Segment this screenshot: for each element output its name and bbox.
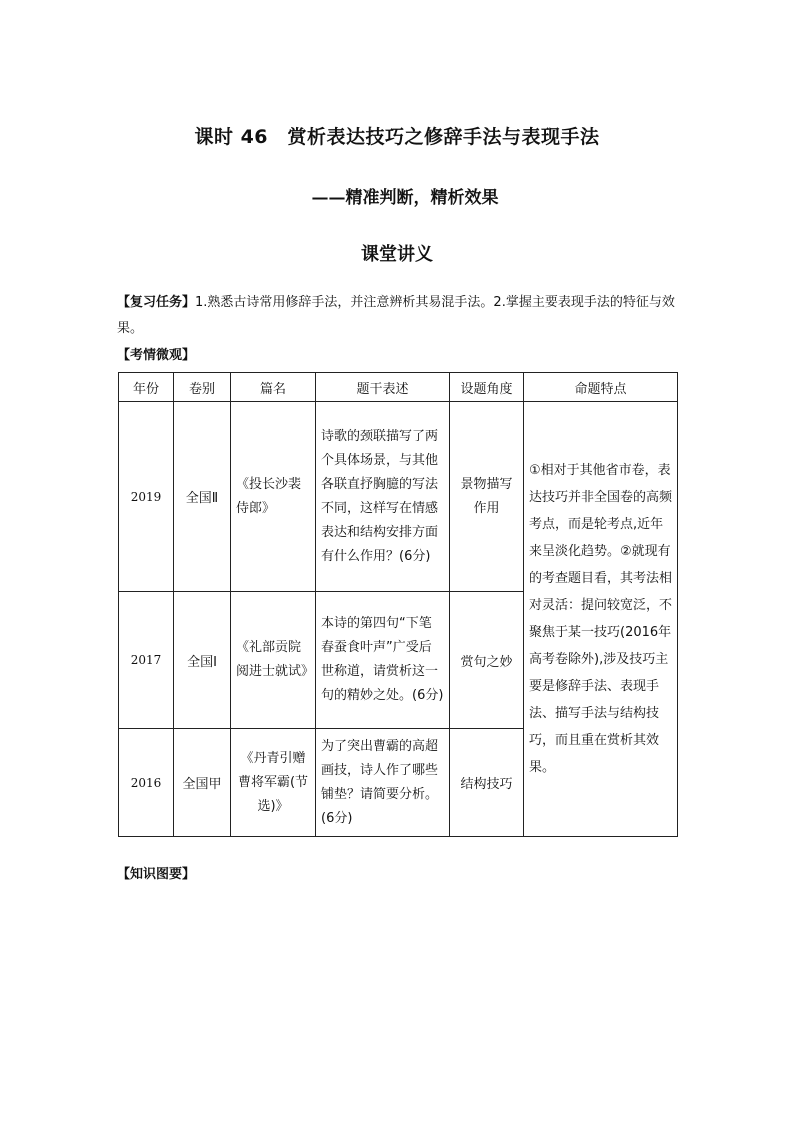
review-task: [117, 290, 687, 342]
page-title: 课时 46 赏析表达技巧之修辞手法与表现手法: [194, 126, 600, 148]
header-paper: 卷别: [174, 373, 231, 402]
header-question: 题干表述: [316, 373, 450, 402]
feature-cell: ①相对于其他省市卷，表达技巧并非全国卷的高频考点，而是轮考点,近年来呈淡化趋势。②就现有的考查题目看，其考法相对灵活：提问较宽泛，不聚焦于某一技巧(2016年高考卷除外),涉及技巧主要是修辞手法、表现手法、描写手法与结构技巧，而且重在赏析其效果。: [524, 402, 678, 837]
row-paper: 全国Ⅱ: [174, 402, 231, 592]
header-feature: 命题特点: [524, 373, 678, 402]
table-header-row: [119, 373, 678, 402]
table-row: [119, 402, 678, 592]
page-subtitle: ——精准判断，精析效果: [311, 188, 499, 208]
row-paper: 全国甲: [174, 729, 231, 837]
row-year: 2019: [119, 402, 174, 592]
section-heading: 课堂讲义: [361, 244, 433, 265]
row-question: 诗歌的颈联描写了两个具体场景，与其他各联直抒胸臆的写法不同，这样写在情感表达和结构安排方面有什么作用？(6分): [316, 402, 450, 592]
review-task-tag: 【复习任务】: [117, 295, 196, 310]
row-title: 《投长沙裴侍郎》: [231, 402, 316, 592]
header-angle: 设题角度: [450, 373, 524, 402]
row-angle: 景物描写作用: [450, 402, 524, 592]
row-year: 2016: [119, 729, 174, 837]
row-title: 《丹青引赠曹将军霸(节选)》: [231, 729, 316, 837]
row-title: 《礼部贡院阅进士就试》: [231, 592, 316, 729]
exam-table: [118, 372, 678, 837]
row-paper: 全国Ⅰ: [174, 592, 231, 729]
row-question: 为了突出曹霸的高超画技，诗人作了哪些铺垫？请简要分析。(6分): [316, 729, 450, 837]
header-year: 年份: [119, 373, 174, 402]
exam-overview-label: 【考情微观】: [117, 348, 196, 363]
row-year: 2017: [119, 592, 174, 729]
row-angle: 赏句之妙: [450, 592, 524, 729]
review-task-text: 1.熟悉古诗常用修辞手法，并注意辨析其易混手法。2.掌握主要表现手法的特征与效果。: [117, 295, 675, 336]
row-question: 本诗的第四句“下笔春蚕食叶声”广受后世称道，请赏析这一句的精妙之处。(6分): [316, 592, 450, 729]
knowledge-map-label: 【知识图要】: [117, 867, 196, 882]
row-angle: 结构技巧: [450, 729, 524, 837]
header-title: 篇名: [231, 373, 316, 402]
